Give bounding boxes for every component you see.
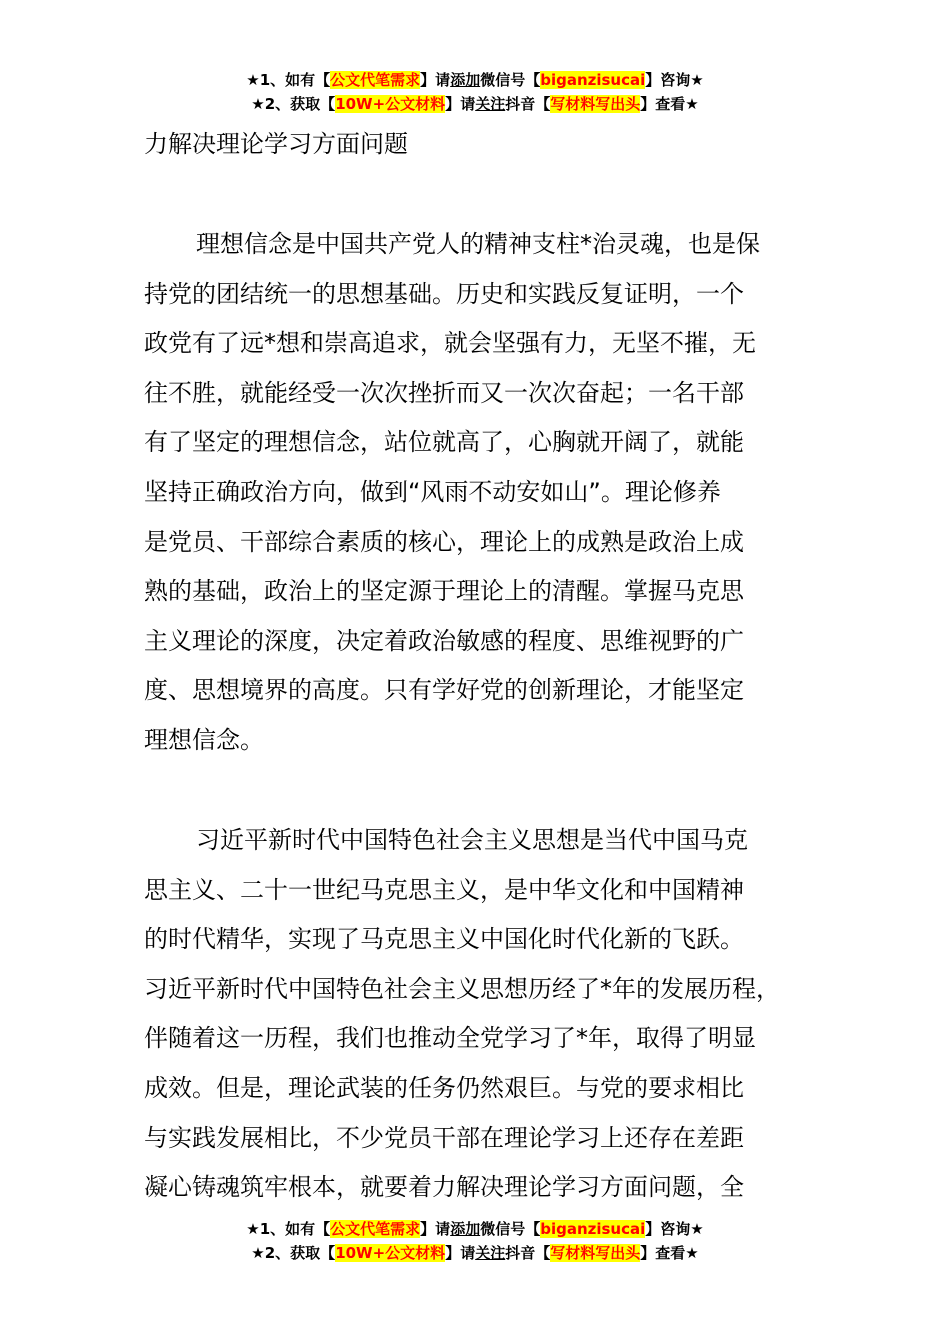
- paragraph-2: 习近平新时代中国特色社会主义思想是当代中国马克 思主义、二十一世纪马克思主义，是中华文化和中国精神 的时代精华，实现了马克思主义中国化时代化新的飞跃。 习近平新时代中国特色社会主义思想历经了*年的发展历程， 伴随着这一历程，我们也推动全党学习了*年，取得了明显 成效。但是，理论武装的任务仍然艰巨。与党的要求相比 与实践发展相比，不少党员干部在理论学习上还存在差距 凝心铸魂筑牢根本，就要着力解决理论学习方面问题，全: [144, 826, 780, 1202]
- highlight-materials: 10W+公文材料: [335, 95, 446, 113]
- banner-line-2: ★2、获取【10W+公文材料】请关注抖音【写材料写出头】查看★: [251, 1244, 699, 1262]
- fragment-line: 力解决理论学习方面问题: [144, 130, 408, 158]
- banner-line-2: ★2、获取【10W+公文材料】请关注抖音【写材料写出头】查看★: [251, 95, 699, 113]
- highlight-douyin: 写材料写出头: [550, 1244, 641, 1262]
- header-banner: [0, 68, 950, 116]
- banner-line-1: ★1、如有【公文代笔需求】请添加微信号【biganzisucai】咨询★: [246, 71, 704, 89]
- paragraph-1: 理想信念是中国共产党人的精神支柱*治灵魂，也是保 持党的团结统一的思想基础。历史和实践反复证明，一个 政党有了远*想和崇高追求，就会坚强有力，无坚不摧，无 往不胜，就能经受一次次挫折而又一次次奋起；一名干部 有了坚定的理想信念，站位就高了，心胸就开阔了，就能 坚持正确政治方向，做到“风雨不动安如山”。理论修养 是党员、干部综合素质的核心，理论上的成熟是政治上成 熟的基础，政治上的坚定源于理论上的清醒。掌握马克思 主义理论的深度，决定着政治敏感的程度、思维视野的广 度、思想境界的高度。只有学好党的创新理论，才能坚定 理想信念。: [144, 230, 760, 754]
- highlight-service: 公文代笔需求: [330, 71, 421, 89]
- highlight-wechat-id: biganzisucai: [540, 1220, 646, 1238]
- banner-line-1: ★1、如有【公文代笔需求】请添加微信号【biganzisucai】咨询★: [246, 1220, 704, 1238]
- highlight-wechat-id: biganzisucai: [540, 71, 646, 89]
- highlight-materials: 10W+公文材料: [335, 1244, 446, 1262]
- highlight-douyin: 写材料写出头: [550, 95, 641, 113]
- footer-banner: [0, 1217, 950, 1265]
- highlight-service: 公文代笔需求: [330, 1220, 421, 1238]
